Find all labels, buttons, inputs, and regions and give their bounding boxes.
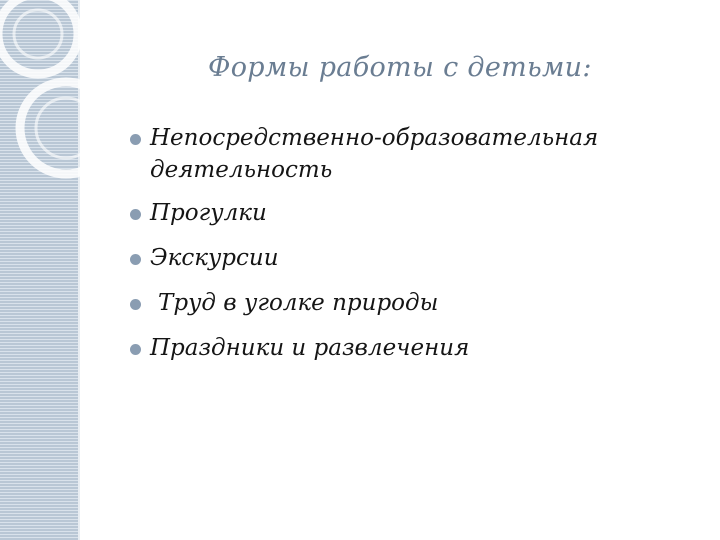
list-item: [126, 242, 706, 274]
list-item-text: Непосредственно-образовательная деятельность: [150, 125, 599, 183]
bullet-list: [126, 122, 706, 377]
decorative-rings-icon: [0, 0, 140, 200]
list-item: [126, 332, 706, 364]
list-item-text: Прогулки: [150, 200, 267, 226]
list-item-text: Праздники и развлечения: [150, 335, 470, 361]
bullet-icon: [130, 299, 141, 310]
bullet-icon: [130, 209, 141, 220]
bullet-icon: [130, 134, 141, 145]
list-item: [126, 197, 706, 229]
bullet-icon: [130, 254, 141, 265]
list-item: [126, 287, 706, 319]
list-item: [126, 122, 706, 186]
bullet-icon: [130, 344, 141, 355]
list-item-text: Труд в уголке природы: [158, 290, 439, 316]
list-item-text: Экскурсии: [150, 245, 279, 271]
slide-title: Формы работы с детьми:: [208, 52, 592, 83]
